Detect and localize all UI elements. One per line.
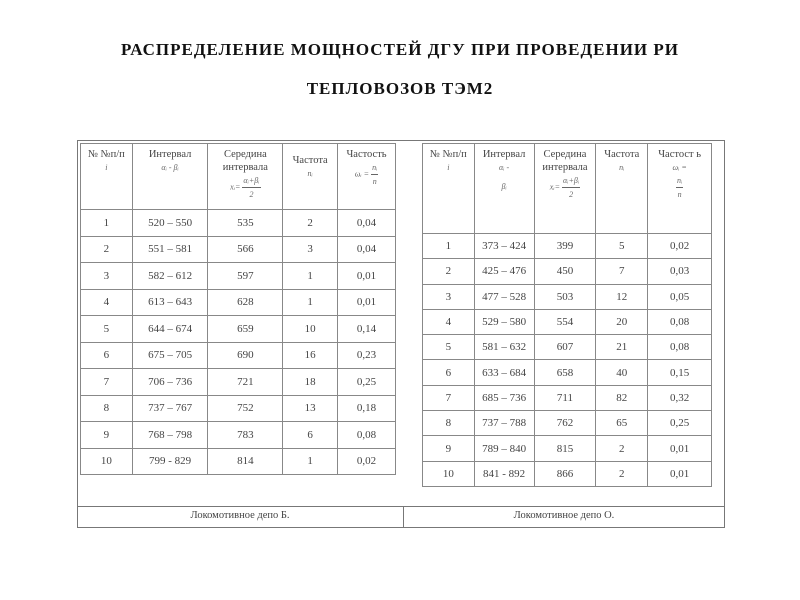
relative-frequency-cell: 0,01 — [338, 263, 396, 290]
frequency-cell: 2 — [596, 436, 648, 461]
row-number: 3 — [81, 263, 133, 290]
footer-depot-o: Локомотивное депо О. — [513, 510, 615, 521]
midpoint-cell: 554 — [534, 309, 596, 334]
table-row — [423, 335, 712, 360]
midpoint-cell: 450 — [534, 259, 596, 284]
header-interval — [474, 144, 534, 234]
relative-frequency-cell: 0,02 — [648, 234, 712, 259]
header-row — [423, 144, 712, 234]
row-number: 1 — [423, 234, 475, 259]
rel-fraction — [676, 174, 683, 201]
rel-numerator: nᵢ — [676, 174, 683, 188]
header-num — [423, 144, 475, 234]
frequency-cell: 18 — [283, 369, 338, 396]
header-relative-frequency-label: Частость — [346, 149, 387, 160]
row-number: 10 — [81, 448, 133, 475]
midpoint-cell: 597 — [208, 263, 283, 290]
row-number: 9 — [423, 436, 475, 461]
row-number: 6 — [81, 342, 133, 369]
header-midpoint-label: Середина интервала — [222, 149, 268, 173]
interval-cell: 789 – 840 — [474, 436, 534, 461]
row-number: 6 — [423, 360, 475, 385]
row-number: 5 — [81, 316, 133, 343]
page-title-line-2: ТЕПЛОВОЗОВ ТЭМ2 — [306, 79, 494, 98]
interval-cell: 633 – 684 — [474, 360, 534, 385]
row-number: 7 — [423, 385, 475, 410]
frequency-cell: 40 — [596, 360, 648, 385]
header-interval-label: Интервал — [148, 149, 192, 160]
midpoint-cell: 783 — [208, 422, 283, 449]
header-interval-symbols: αᵢ - βᵢ — [161, 163, 179, 172]
table-row — [81, 369, 396, 396]
frequency-cell: 16 — [283, 342, 338, 369]
interval-cell: 581 – 632 — [474, 335, 534, 360]
table-row — [423, 259, 712, 284]
rel-lhs: ωᵢ = — [672, 163, 687, 172]
midpoint-cell: 566 — [208, 236, 283, 263]
row-number: 8 — [423, 411, 475, 436]
header-num-index: i — [105, 163, 108, 172]
rel-fraction — [371, 161, 378, 188]
midpoint-fraction — [242, 174, 260, 201]
interval-cell: 737 – 788 — [474, 411, 534, 436]
relative-frequency-cell: 0,01 — [648, 436, 712, 461]
midpoint-cell: 659 — [208, 316, 283, 343]
header-midpoint — [208, 144, 283, 210]
header-midpoint-formula — [208, 174, 282, 201]
table-row — [423, 385, 712, 410]
table-row — [81, 342, 396, 369]
midpoint-cell: 628 — [208, 289, 283, 316]
relative-frequency-cell: 0,23 — [338, 342, 396, 369]
row-number: 2 — [423, 259, 475, 284]
header-frequency-symbol: nᵢ — [619, 163, 625, 172]
midpoint-cell: 607 — [534, 335, 596, 360]
frequency-cell: 21 — [596, 335, 648, 360]
interval-cell: 551 – 581 — [132, 236, 208, 263]
midpoint-cell: 711 — [534, 385, 596, 410]
row-number: 1 — [81, 210, 133, 237]
header-frequency-label: Частота — [292, 155, 328, 166]
header-num-label: № №п/п — [429, 149, 467, 160]
frequency-cell: 2 — [283, 210, 338, 237]
table-row — [81, 289, 396, 316]
footer-depot-b: Локомотивное депо Б. — [190, 510, 290, 521]
midpoint-numerator: αᵢ+βᵢ — [562, 174, 580, 188]
interval-cell: 529 – 580 — [474, 309, 534, 334]
midpoint-cell: 814 — [208, 448, 283, 475]
frequency-cell: 3 — [283, 236, 338, 263]
interval-cell: 841 - 892 — [474, 461, 534, 486]
table-row — [423, 436, 712, 461]
header-row — [81, 144, 396, 210]
header-num — [81, 144, 133, 210]
frequency-cell: 2 — [596, 461, 648, 486]
frequency-cell: 6 — [283, 422, 338, 449]
interval-cell: 582 – 612 — [132, 263, 208, 290]
frequency-cell: 10 — [283, 316, 338, 343]
row-number: 7 — [81, 369, 133, 396]
midpoint-cell: 866 — [534, 461, 596, 486]
frequency-cell: 13 — [283, 395, 338, 422]
right-distribution-table — [422, 143, 712, 487]
midpoint-lhs: xᵢ= — [549, 182, 560, 192]
interval-cell: 644 – 674 — [132, 316, 208, 343]
header-interval-label: Интервал — [482, 149, 526, 160]
relative-frequency-cell: 0,15 — [648, 360, 712, 385]
rel-denominator: n — [677, 190, 682, 199]
table-row — [423, 284, 712, 309]
relative-frequency-cell: 0,08 — [648, 309, 712, 334]
frequency-cell: 5 — [596, 234, 648, 259]
header-relative-frequency-formula — [338, 161, 395, 188]
relative-frequency-cell: 0,01 — [648, 461, 712, 486]
midpoint-cell: 399 — [534, 234, 596, 259]
frequency-cell: 20 — [596, 309, 648, 334]
right-table-body — [423, 234, 712, 487]
header-interval — [132, 144, 208, 210]
row-number: 4 — [81, 289, 133, 316]
rel-denominator: n — [372, 177, 377, 186]
frequency-cell: 1 — [283, 263, 338, 290]
midpoint-cell: 658 — [534, 360, 596, 385]
header-interval-symbols: αᵢ - — [499, 163, 510, 172]
header-interval-symbols-2: βᵢ — [501, 182, 507, 191]
frequency-cell: 1 — [283, 448, 338, 475]
header-relative-frequency — [338, 144, 396, 210]
interval-cell: 799 - 829 — [132, 448, 208, 475]
relative-frequency-cell: 0,04 — [338, 210, 396, 237]
row-number: 10 — [423, 461, 475, 486]
midpoint-denominator: 2 — [569, 190, 574, 199]
interval-cell: 685 – 736 — [474, 385, 534, 410]
row-number: 9 — [81, 422, 133, 449]
left-table-body — [81, 210, 396, 475]
footer-divider — [77, 506, 725, 507]
header-frequency — [596, 144, 648, 234]
relative-frequency-cell: 0,14 — [338, 316, 396, 343]
midpoint-cell: 815 — [534, 436, 596, 461]
midpoint-denominator: 2 — [249, 190, 254, 199]
table-row — [81, 263, 396, 290]
header-relative-frequency-label: Частост ь — [658, 149, 701, 160]
table-row — [423, 309, 712, 334]
midpoint-cell: 762 — [534, 411, 596, 436]
relative-frequency-cell: 0,05 — [648, 284, 712, 309]
table-row — [81, 448, 396, 475]
table-row — [423, 234, 712, 259]
interval-cell: 768 – 798 — [132, 422, 208, 449]
midpoint-cell: 503 — [534, 284, 596, 309]
frequency-cell: 7 — [596, 259, 648, 284]
midpoint-cell: 752 — [208, 395, 283, 422]
row-number: 5 — [423, 335, 475, 360]
header-midpoint — [534, 144, 596, 234]
relative-frequency-cell: 0,18 — [338, 395, 396, 422]
header-midpoint-formula — [535, 174, 596, 201]
interval-cell: 373 – 424 — [474, 234, 534, 259]
header-frequency — [283, 144, 338, 210]
header-midpoint-label: Середина интервала — [542, 149, 588, 173]
relative-frequency-cell: 0,25 — [338, 369, 396, 396]
table-row — [81, 210, 396, 237]
rel-lhs: ωᵢ = — [354, 169, 370, 179]
midpoint-numerator: αᵢ+βᵢ — [242, 174, 260, 188]
interval-cell: 675 – 705 — [132, 342, 208, 369]
midpoint-lhs: xᵢ= — [230, 182, 241, 192]
relative-frequency-cell: 0,04 — [338, 236, 396, 263]
midpoint-cell: 721 — [208, 369, 283, 396]
relative-frequency-cell: 0,25 — [648, 411, 712, 436]
relative-frequency-cell: 0,02 — [338, 448, 396, 475]
header-num-label: № №п/п — [87, 149, 125, 160]
left-distribution-table — [80, 143, 396, 475]
relative-frequency-cell: 0,08 — [338, 422, 396, 449]
table-row — [423, 461, 712, 486]
header-relative-frequency — [648, 144, 712, 234]
table-row — [423, 411, 712, 436]
row-number: 4 — [423, 309, 475, 334]
relative-frequency-cell: 0,03 — [648, 259, 712, 284]
relative-frequency-cell: 0,08 — [648, 335, 712, 360]
frequency-cell: 12 — [596, 284, 648, 309]
table-row — [423, 360, 712, 385]
interval-cell: 737 – 767 — [132, 395, 208, 422]
frequency-cell: 1 — [283, 289, 338, 316]
table-row — [81, 422, 396, 449]
header-relative-frequency-formula — [648, 174, 711, 201]
midpoint-cell: 535 — [208, 210, 283, 237]
interval-cell: 425 – 476 — [474, 259, 534, 284]
header-frequency-label: Частота — [604, 149, 640, 160]
relative-frequency-cell: 0,01 — [338, 289, 396, 316]
row-number: 3 — [423, 284, 475, 309]
frequency-cell: 82 — [596, 385, 648, 410]
rel-numerator: nᵢ — [371, 161, 378, 175]
midpoint-fraction — [562, 174, 580, 201]
interval-cell: 613 – 643 — [132, 289, 208, 316]
interval-cell: 477 – 528 — [474, 284, 534, 309]
interval-cell: 520 – 550 — [132, 210, 208, 237]
page-title-line-1: РАСПРЕДЕЛЕНИЕ МОЩНОСТЕЙ ДГУ ПРИ ПРОВЕДЕНИИ РИ — [120, 40, 680, 59]
relative-frequency-cell: 0,32 — [648, 385, 712, 410]
row-number: 2 — [81, 236, 133, 263]
frequency-cell: 65 — [596, 411, 648, 436]
interval-cell: 706 – 736 — [132, 369, 208, 396]
row-number: 8 — [81, 395, 133, 422]
table-row — [81, 316, 396, 343]
header-num-index: i — [447, 163, 450, 172]
midpoint-cell: 690 — [208, 342, 283, 369]
table-row — [81, 236, 396, 263]
header-frequency-symbol: nᵢ — [307, 169, 313, 178]
table-row — [81, 395, 396, 422]
